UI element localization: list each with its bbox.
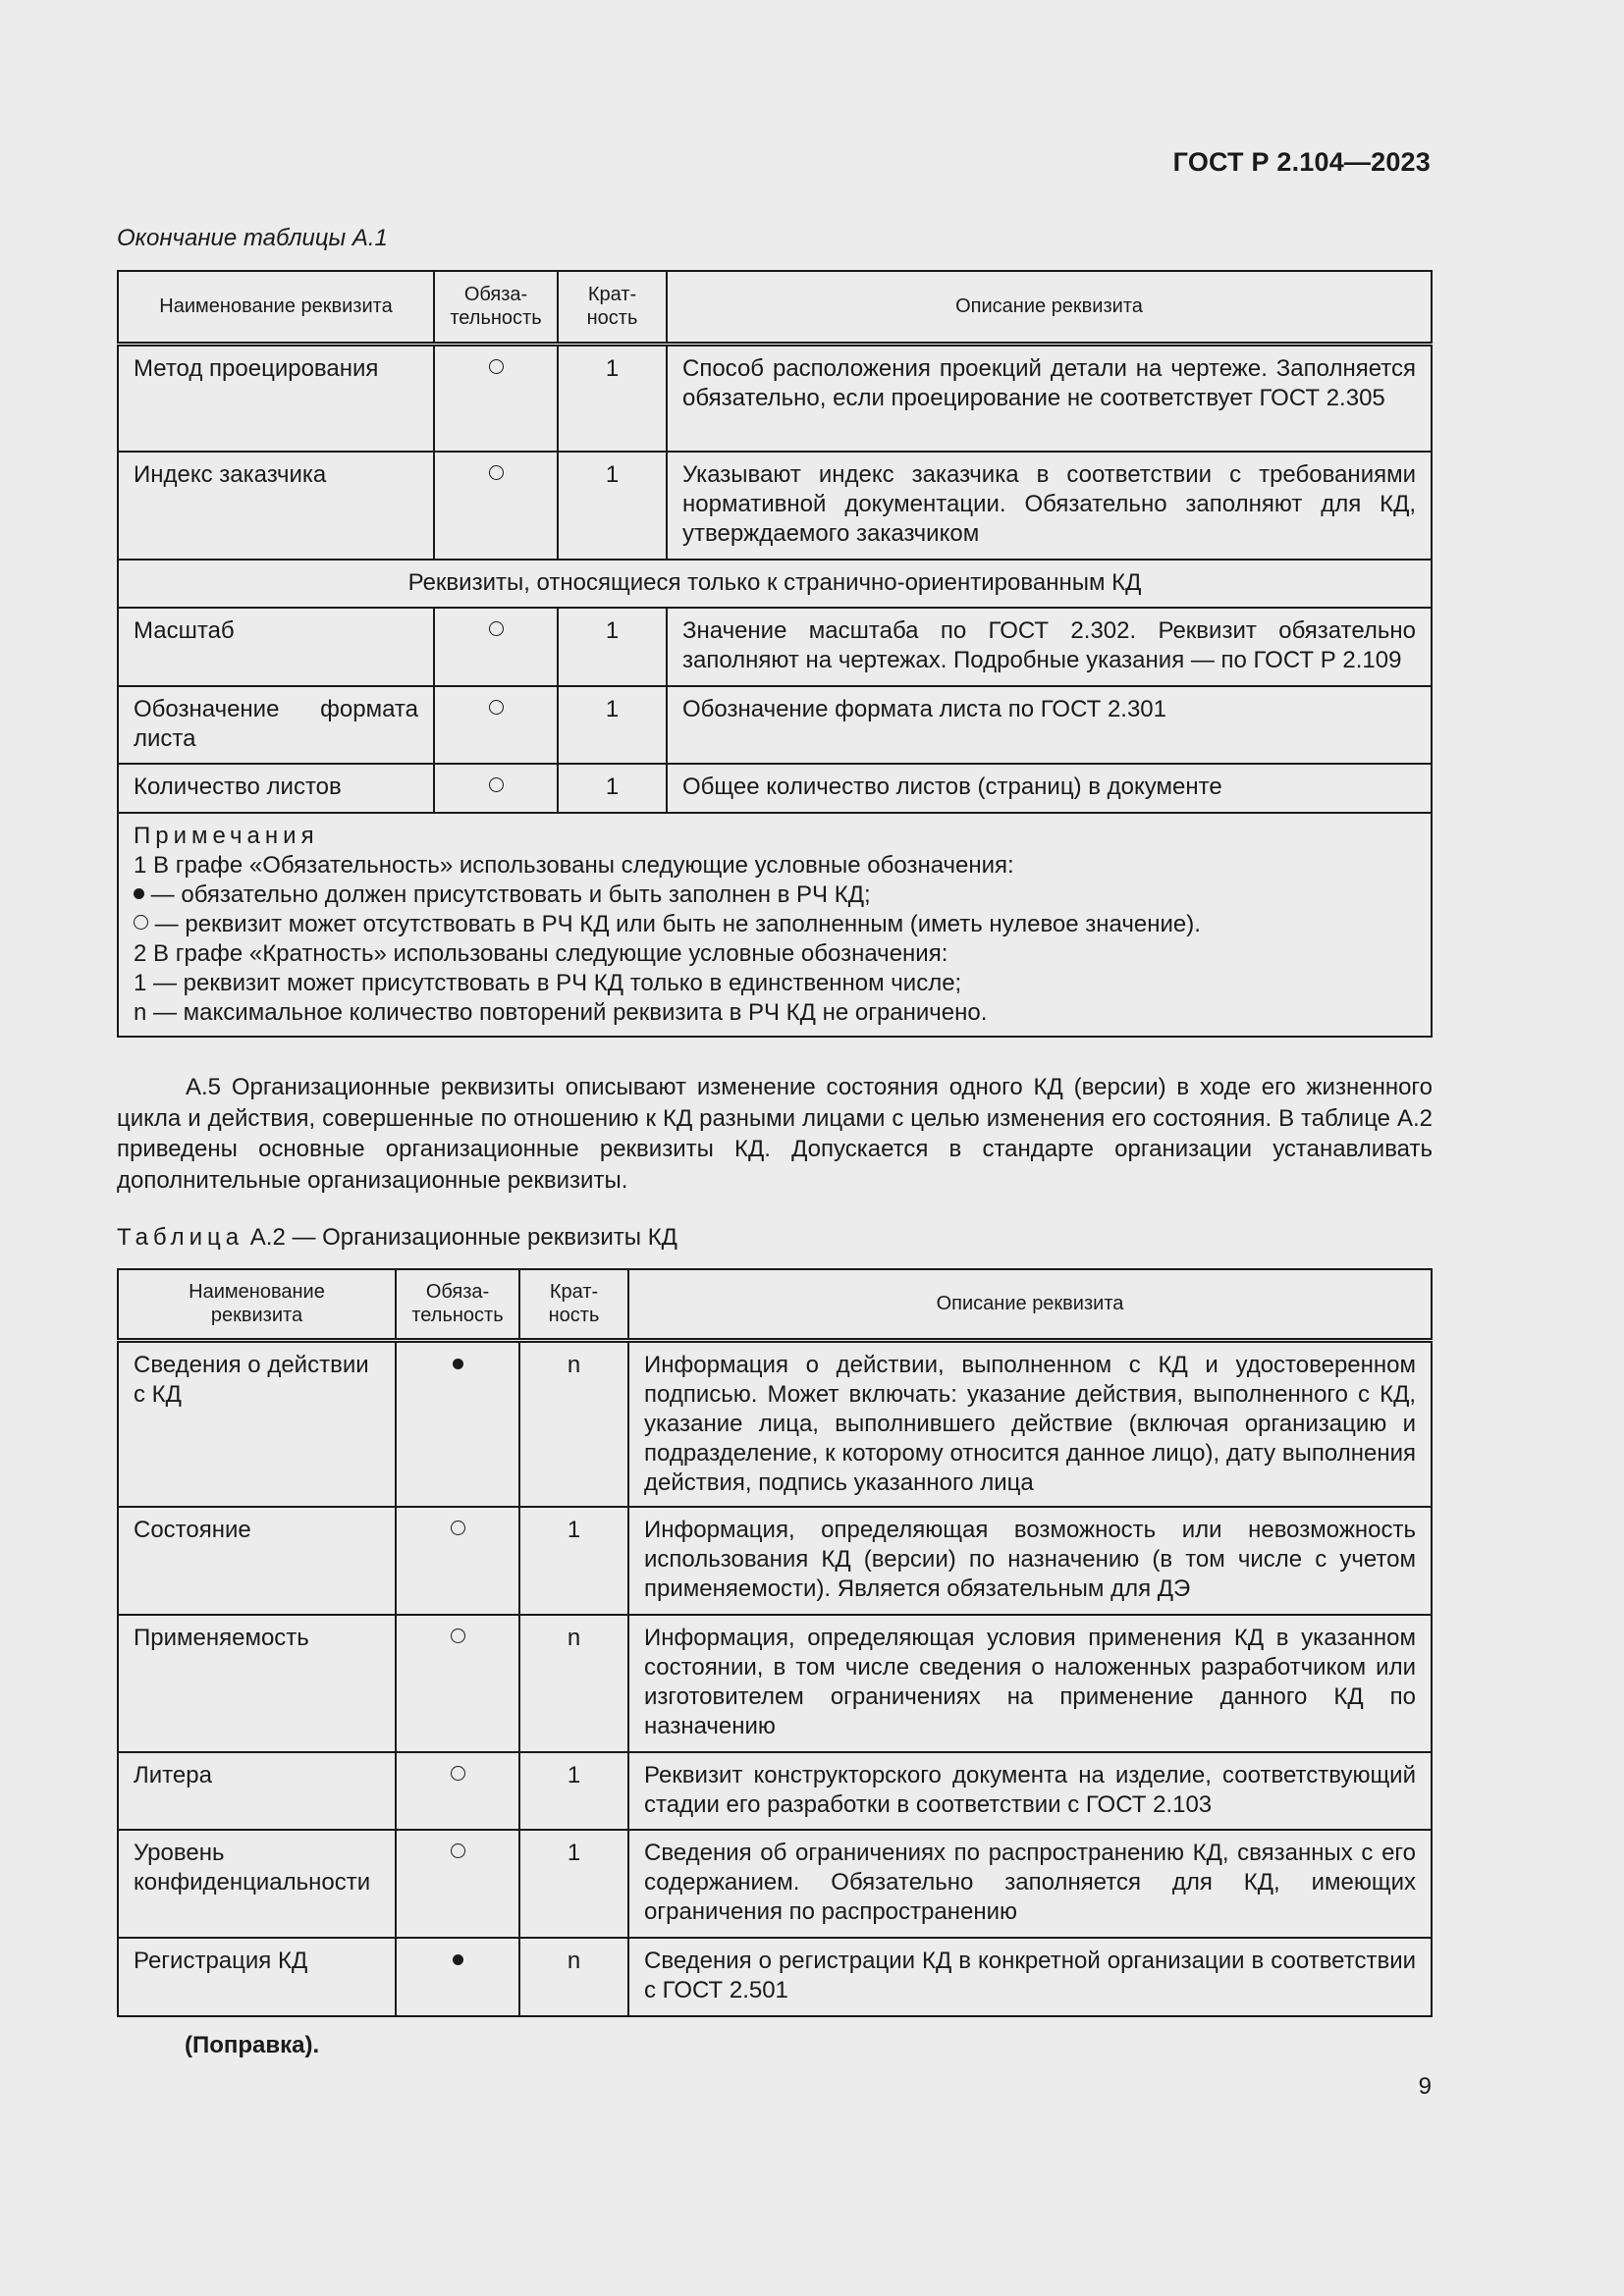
- requisite-description: Обозначение формата листа по ГОСТ 2.301: [667, 686, 1432, 764]
- requisite-description: Сведения об ограничениях по распространению КД, связанных с его содержанием. Обязательно заполняется для КД, имеющих ограничения по распространению: [628, 1830, 1432, 1938]
- page-number: 9: [1418, 2073, 1432, 2100]
- requisite-description: Информация, определяющая условия применения КД в указанном состоянии, в том числе сведения о наложенных разработчиком или изготовителем ограничениях на применение данного КД по назначению: [628, 1615, 1432, 1752]
- requisite-description: Общее количество листов (страниц) в документе: [667, 764, 1432, 813]
- requisite-name: Масштаб: [118, 608, 434, 686]
- table-row: [118, 452, 1432, 560]
- col-header-name: Наименование реквизита: [118, 271, 434, 344]
- requisite-description: Информация о действии, выполненном с КД и удостоверенном подписью. Может включать: указание действия, выполненного с КД, указание лица, выполнившего действие (включая организацию и подразделение, к которому относится данное лицо), дату выполнения действия, подпись указанного лица: [628, 1340, 1432, 1507]
- note-line: — реквизит может отсутствовать в РЧ КД или быть не заполненным (иметь нулевое значение).: [134, 910, 1416, 939]
- multiplicity-cell: 1: [558, 344, 667, 452]
- requisite-name: Сведения о действии с КД: [118, 1340, 396, 1507]
- multiplicity-cell: 1: [558, 764, 667, 813]
- optional-circle-icon: [451, 1843, 465, 1858]
- requisite-description: Способ расположения проекций детали на чертеже. Заполняется обязательно, если проецирование не соответствует ГОСТ 2.305: [667, 344, 1432, 452]
- mandatory-cell: [396, 1615, 519, 1752]
- multiplicity-cell: 1: [558, 452, 667, 560]
- mandatory-cell: [396, 1752, 519, 1830]
- col-header-description: Описание реквизита: [628, 1269, 1432, 1340]
- mandatory-cell: [434, 608, 558, 686]
- optional-circle-icon: [451, 1629, 465, 1643]
- optional-circle-icon: [489, 700, 504, 715]
- mandatory-cell: [434, 452, 558, 560]
- optional-circle-icon: [489, 465, 504, 480]
- col-header-multiplicity: Крат- ность: [558, 271, 667, 344]
- multiplicity-cell: 1: [558, 686, 667, 764]
- section-paragraph: А.5 Организационные реквизиты описывают изменение состояния одного КД (версии) в ходе его жизненного цикла и действия, совершенные по отношению к КД разными лицами с целью изменения его состояния. В таблице А.2 приведены основные организационные реквизиты КД. Допускается в стандарте организации устанавливать дополнительные организационные реквизиты.: [117, 1074, 1433, 1194]
- notes-row: [118, 813, 1432, 1037]
- table-row: [118, 764, 1432, 813]
- requisite-name: Уровень конфиденциальности: [118, 1830, 396, 1938]
- optional-circle-icon: [451, 1766, 465, 1781]
- requisites-table-a1: [117, 270, 1433, 1038]
- organizational-requisites-table-a2: [117, 1268, 1433, 2017]
- optional-circle-icon: [134, 915, 148, 930]
- mandatory-cell: [396, 1507, 519, 1615]
- table-row: [118, 344, 1432, 452]
- multiplicity-cell: 1: [519, 1507, 628, 1615]
- requisite-description: Значение масштаба по ГОСТ 2.302. Реквизит обязательно заполняют на чертежах. Подробные указания — по ГОСТ Р 2.109: [667, 608, 1432, 686]
- notes-cell: [118, 813, 1432, 1037]
- document-code: ГОСТ Р 2.104—2023: [1172, 147, 1431, 177]
- requisite-description: Сведения о регистрации КД в конкретной организации в соответствии с ГОСТ 2.501: [628, 1938, 1432, 2016]
- requisite-description: Информация, определяющая возможность или невозможность использования КД (версии) по назначению (в том числе с учетом применяемости). Является обязательным для ДЭ: [628, 1507, 1432, 1615]
- table-row: [118, 1340, 1432, 1507]
- requisite-name: Обозначение формата листа: [118, 686, 434, 764]
- multiplicity-cell: 1: [519, 1830, 628, 1938]
- multiplicity-cell: 1: [519, 1752, 628, 1830]
- requisite-name: Индекс заказчика: [118, 452, 434, 560]
- col-header-mandatory: Обяза- тельность: [434, 271, 558, 344]
- optional-circle-icon: [451, 1521, 465, 1535]
- requisite-name: Литера: [118, 1752, 396, 1830]
- note-line: 2 В графе «Кратность» использованы следующие условные обозначения:: [134, 940, 948, 967]
- requisite-description: Реквизит конструкторского документа на изделие, соответствующий стадии его разработки в соответствии с ГОСТ 2.103: [628, 1752, 1432, 1830]
- note-line: — обязательно должен присутствовать и быть заполнен в РЧ КД;: [134, 881, 1416, 910]
- table-row: [118, 608, 1432, 686]
- table-subheader: Реквизиты, относящиеся только к странично-ориентированным КД: [118, 560, 1432, 608]
- note-line: n — максимальное количество повторений реквизита в РЧ КД не ограничено.: [134, 999, 988, 1026]
- mandatory-cell: [396, 1830, 519, 1938]
- requisite-description: Указывают индекс заказчика в соответствии с требованиями нормативной документации. Обязательно заполняют для КД, утверждаемого заказчиком: [667, 452, 1432, 560]
- table-row: [118, 1938, 1432, 2016]
- amendment-note: (Поправка).: [185, 2032, 320, 2058]
- mandatory-dot-icon: [453, 1359, 463, 1369]
- note-line: 1 — реквизит может присутствовать в РЧ КД только в единственном числе;: [134, 970, 962, 996]
- table-continuation-caption: Окончание таблицы А.1: [117, 225, 388, 251]
- mandatory-cell: [434, 764, 558, 813]
- optional-circle-icon: [489, 777, 504, 792]
- table-row: [118, 1830, 1432, 1938]
- mandatory-cell: [396, 1340, 519, 1507]
- multiplicity-cell: n: [519, 1938, 628, 2016]
- table-a2-caption: Таблица А.2 — Организационные реквизиты КД: [117, 1224, 677, 1251]
- requisite-name: Метод проецирования: [118, 344, 434, 452]
- mandatory-dot-icon: [453, 1954, 463, 1965]
- requisite-name: Количество листов: [118, 764, 434, 813]
- table-subheader-row: [118, 560, 1432, 608]
- note-line: 1 В графе «Обязательность» использованы следующие условные обозначения:: [134, 852, 1014, 879]
- col-header-multiplicity: Крат- ность: [519, 1269, 628, 1340]
- col-header-mandatory: Обяза- тельность: [396, 1269, 519, 1340]
- requisite-name: Регистрация КД: [118, 1938, 396, 2016]
- table-row: [118, 1752, 1432, 1830]
- mandatory-dot-icon: [134, 888, 144, 899]
- table-row: [118, 1615, 1432, 1752]
- optional-circle-icon: [489, 359, 504, 374]
- table-row: [118, 1507, 1432, 1615]
- mandatory-cell: [396, 1938, 519, 2016]
- table-row: [118, 686, 1432, 764]
- notes-title: Примечания: [134, 823, 319, 849]
- mandatory-cell: [434, 344, 558, 452]
- mandatory-cell: [434, 686, 558, 764]
- multiplicity-cell: 1: [558, 608, 667, 686]
- optional-circle-icon: [489, 621, 504, 636]
- col-header-name: Наименование реквизита: [118, 1269, 396, 1340]
- multiplicity-cell: n: [519, 1615, 628, 1752]
- requisite-name: Состояние: [118, 1507, 396, 1615]
- col-header-description: Описание реквизита: [667, 271, 1432, 344]
- multiplicity-cell: n: [519, 1340, 628, 1507]
- requisite-name: Применяемость: [118, 1615, 396, 1752]
